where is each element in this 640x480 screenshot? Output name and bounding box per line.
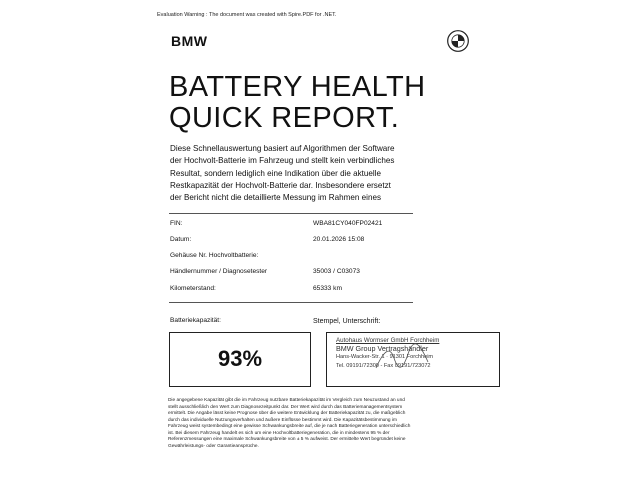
stamp-line-1: Autohaus Wormser GmbH Forchheim	[336, 337, 440, 344]
bmw-roundel-icon	[447, 30, 469, 52]
intro-paragraph: Diese Schnellauswertung basiert auf Algorithmen der Software der Hochvolt-Batterie im Fahrzeug und stellt kein verbindliches Resultat, sondern lediglich eine Indikation über die aktuelle Restkapazität der Hochvolt-Batterie dar. Insbesondere ersetzt der Bericht nicht die detaillierte Messung im Rahmen eines	[170, 144, 395, 203]
date-label: Datum:	[170, 236, 192, 243]
dealer-number-label: Händlernummer / Diagnosetester	[170, 268, 268, 275]
mileage-label: Kilometerstand:	[170, 285, 216, 292]
title-line-2: QUICK REPORT.	[169, 102, 400, 134]
capacity-box	[169, 332, 311, 387]
footnote: Die angegebene Kapazität gibt die im Fahrzeug nutzbare Batteriekapazität im Vergleich zum Neuzustand an und stellt ausschließlich den Wert zum Diagnosezeitpunkt dar. Der Wert wird durch das Batteriemanagementsystem ermittelt. Die Angabe lässt keine Prognose über die weitere Entwicklung der Batteriekapazität zu, die maßgeblich durch das individuelle Nutzungsverhalten und äußere Einflüsse bestimmt wird. Die Kapazitätsbestimmung im Fahrzeug weist systembedingt eine gewisse Schwankungsbreite auf, die je nach Batteriegeneration unterschiedlich ist. Bei diesem Fahrzeug handelt es sich um eine Hochvoltbatteriegeneration, die in mindestens 95 % der Referenzmessungen eine maximale Schwankungsbreite von ± 5 % aufweist. Der ermittelte Wert begründet keine Gewährleistungs- oder Garantieansprüche.	[168, 398, 411, 449]
evaluation-warning: Evaluation Warning : The document was created with Spire.PDF for .NET.	[157, 12, 337, 18]
fin-label: FIN:	[170, 220, 183, 227]
stamp-line-4: Tel. 09191/72300 - Fax 09191/723072	[336, 362, 431, 369]
brand-name: BMW	[171, 33, 208, 49]
divider-bottom	[169, 302, 413, 303]
report-title	[169, 72, 425, 134]
dealer-number-value: 35003 / C03073	[313, 268, 360, 275]
capacity-value: 93%	[217, 346, 263, 371]
mileage-value: 65333 km	[313, 285, 342, 292]
capacity-label: Batteriekapazität:	[170, 317, 221, 324]
stamp-line-2: BMW Group Vertragshändler	[336, 344, 429, 354]
fin-value: WBA81CY040FP02421	[313, 220, 383, 227]
battery-housing-label: Gehäuse Nr. Hochvoltbatterie:	[170, 252, 259, 259]
title-line-1: BATTERY HEALTH	[169, 71, 426, 103]
divider-top	[169, 213, 413, 214]
stamp-line-3: Hans-Wacker-Str. 1 · 91301 Forchheim	[336, 354, 434, 361]
stamp-label: Stempel, Unterschrift:	[313, 318, 381, 325]
signature	[372, 340, 432, 376]
date-value: 20.01.2026 15:08	[313, 236, 365, 243]
